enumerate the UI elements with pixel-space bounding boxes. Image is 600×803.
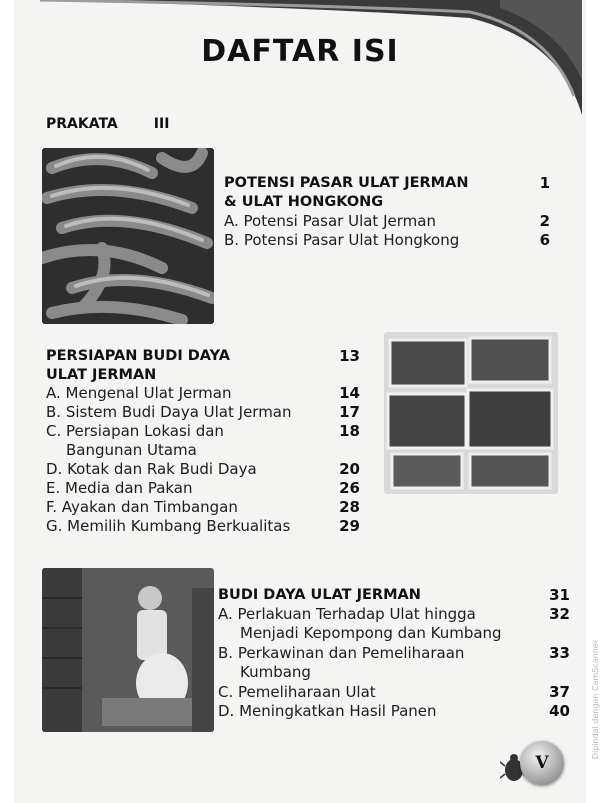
worker-illustration bbox=[42, 568, 214, 732]
chapter3-entry-a-page: 32 bbox=[549, 605, 570, 623]
prakata-entry bbox=[46, 116, 169, 132]
chapter2-entry-d-page: 20 bbox=[339, 460, 360, 478]
chapter1-title-line1: POTENSI PASAR ULAT JERMAN bbox=[224, 175, 469, 191]
chapter2-entry-a-page: 14 bbox=[339, 384, 360, 402]
rearing-boxes-illustration bbox=[384, 332, 558, 494]
scanner-watermark: Dipindai dengan CamScanner bbox=[591, 640, 600, 760]
chapter1-entry-b-page: 6 bbox=[539, 231, 550, 249]
prakata-label: PRAKATA bbox=[46, 116, 118, 132]
chapter2-entry-e: E. Media dan Pakan bbox=[46, 479, 193, 497]
chapter2-entry-c: C. Persiapan Lokasi dan bbox=[46, 422, 224, 440]
chapter2-entry-a: A. Mengenal Ulat Jerman bbox=[46, 384, 232, 402]
chapter3-entry-b-page: 33 bbox=[549, 644, 570, 662]
chapter2-page: 13 bbox=[339, 347, 360, 365]
chapter1-page: 1 bbox=[539, 174, 550, 192]
chapter3-photo-worker bbox=[42, 568, 214, 732]
chapter2-title-line1: PERSIAPAN BUDI DAYA bbox=[46, 348, 230, 364]
chapter2-entry-g: G. Memilih Kumbang Berkualitas bbox=[46, 517, 291, 535]
chapter2-title-line2: ULAT JERMAN bbox=[46, 367, 157, 383]
chapter3-entry-b: B. Perkawinan dan Pemeliharaan bbox=[218, 644, 465, 662]
chapter1-entry-a: A. Potensi Pasar Ulat Jerman bbox=[224, 212, 436, 230]
chapter2-entry-b: B. Sistem Budi Daya Ulat Jerman bbox=[46, 403, 292, 421]
page-number-badge: V bbox=[520, 741, 564, 785]
chapter3-entry-a: A. Perlakuan Terhadap Ulat hingga bbox=[218, 605, 476, 623]
chapter2-entry-e-page: 26 bbox=[339, 479, 360, 497]
chapter2-entry-g-page: 29 bbox=[339, 517, 360, 535]
chapter1-title-line2: & ULAT HONGKONG bbox=[224, 194, 384, 210]
chapter1-photo-larvae bbox=[42, 148, 214, 324]
chapter1-entry-b: B. Potensi Pasar Ulat Hongkong bbox=[224, 231, 460, 249]
chapter2-entry-d: D. Kotak dan Rak Budi Daya bbox=[46, 460, 257, 478]
chapter1-entry-a-page: 2 bbox=[539, 212, 550, 230]
chapter2-entry-f-page: 28 bbox=[339, 498, 360, 516]
chapter3-entry-a-line2: Menjadi Kepompong dan Kumbang bbox=[240, 624, 502, 642]
larvae-illustration bbox=[42, 148, 214, 324]
chapter2-photo-rearing-boxes bbox=[384, 332, 558, 494]
chapter2-entry-c-line2: Bangunan Utama bbox=[66, 441, 197, 459]
chapter3-entry-c: C. Pemeliharaan Ulat bbox=[218, 683, 376, 701]
chapter3-title: BUDI DAYA ULAT JERMAN bbox=[218, 587, 421, 603]
chapter2-entry-c-page: 18 bbox=[339, 422, 360, 440]
chapter3-entry-b-line2: Kumbang bbox=[240, 663, 311, 681]
chapter3-entry-d-page: 40 bbox=[549, 702, 570, 720]
chapter2-entry-b-page: 17 bbox=[339, 403, 360, 421]
chapter3-entry-d: D. Meningkatkan Hasil Panen bbox=[218, 702, 437, 720]
page-title: DAFTAR ISI bbox=[201, 34, 399, 69]
chapter3-entry-c-page: 37 bbox=[549, 683, 570, 701]
chapter2-entry-f: F. Ayakan dan Timbangan bbox=[46, 498, 238, 516]
chapter3-page: 31 bbox=[549, 586, 570, 604]
prakata-page: III bbox=[153, 116, 170, 132]
